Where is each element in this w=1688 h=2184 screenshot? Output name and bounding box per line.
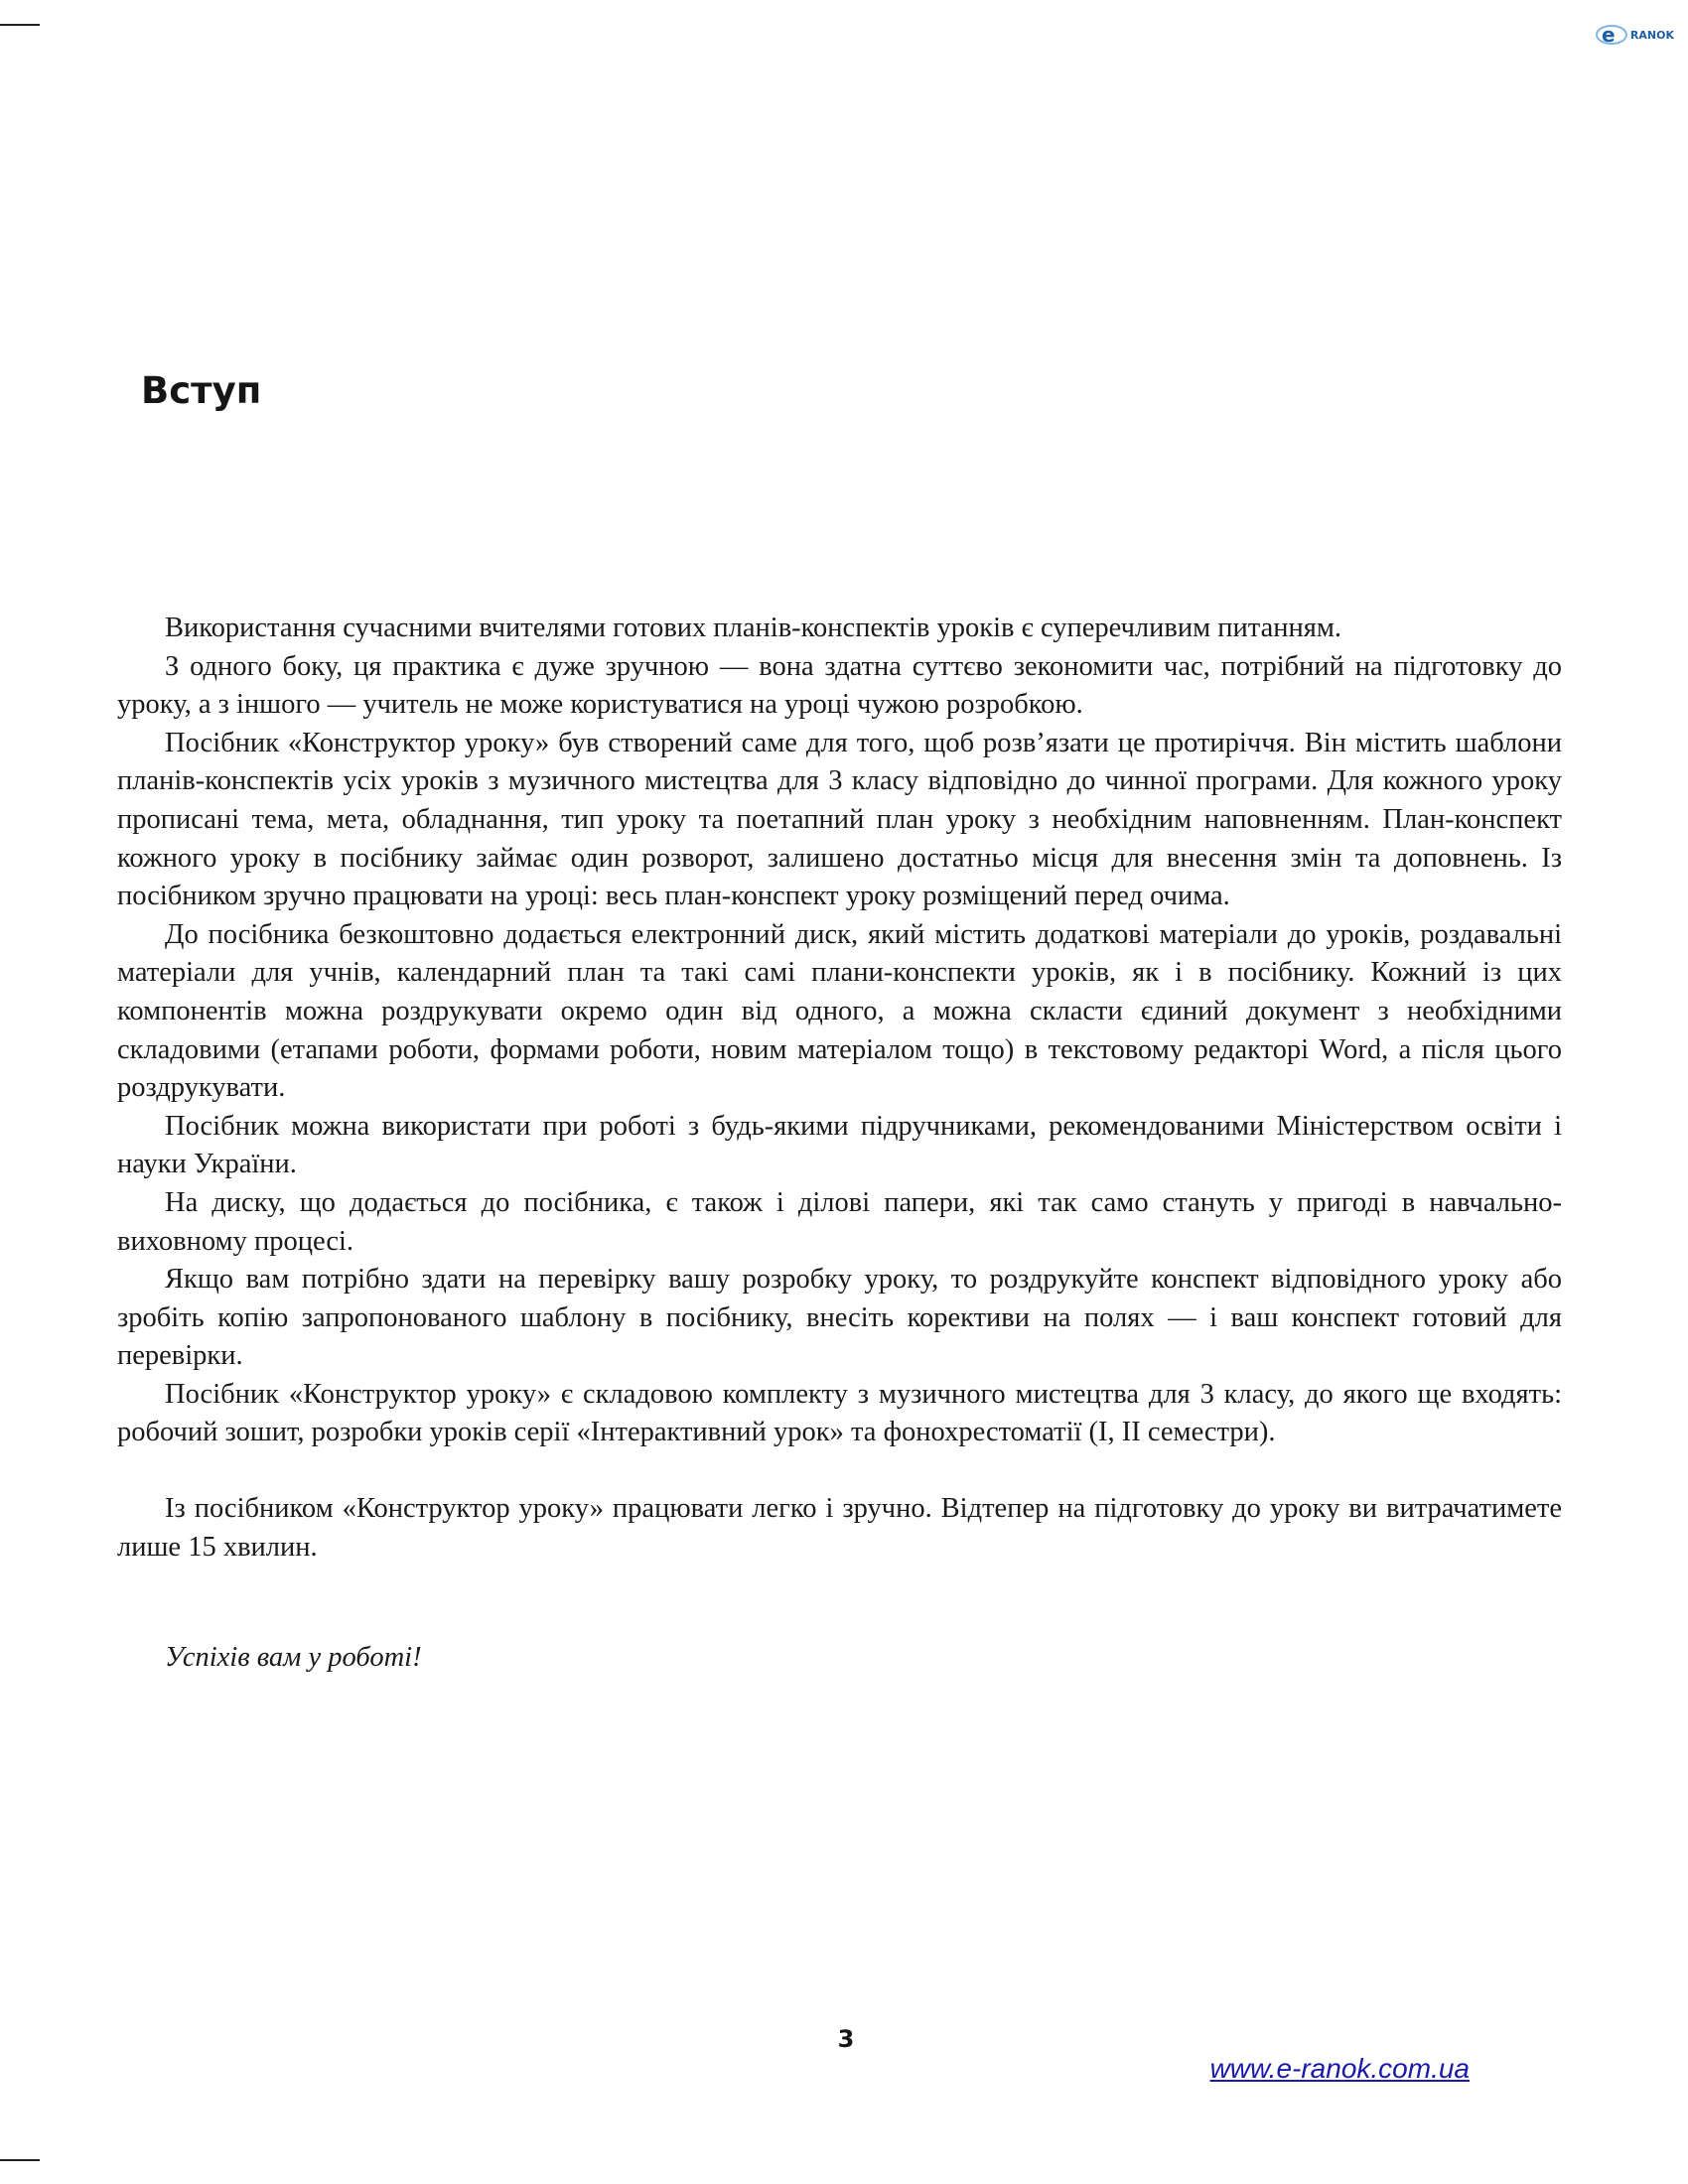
closing-wish: Успіхів вам у роботі! (165, 1642, 422, 1673)
crop-mark-bottom (0, 2159, 40, 2161)
page-number: 3 (837, 2025, 855, 2053)
paragraph: Посібник «Конструктор уроку» був створений саме для того, щоб розв’язати це протиріччя. Він містить шаблони планів-конспектів усіх уроків з музичного мистецтва для 3 класу відповідно до чинної програми. Для кожного уроку прописані тема, мета, обладнання, тип уроку та поетапний план уроку з необхідним наповненням. План-конспект кожного уроку в посібнику займає один розворот, залишено достатньо місця для внесення змін та доповнень. Із посібником зручно працювати на уроці: весь план-конспект уроку розміщений перед очима. (117, 727, 1562, 912)
paragraph: Посібник можна використати при роботі з будь-якими підручниками, рекомендованими Міністерством освіти і науки України. (117, 1110, 1562, 1180)
paragraph: Якщо вам потрібно здати на перевірку вашу розробку уроку, то роздрукуйте конспект відповідного уроку або зробіть копію запропонованого шаблону в посібнику, внесіть корективи на полях — і ваш конспект готовий для перевірки. (117, 1264, 1562, 1372)
svg-text:e: e (1601, 23, 1616, 47)
paragraph: На диску, що додається до посібника, є також і ділові папери, які так само стануть у пригоді в навчально-виховному процесі. (117, 1186, 1562, 1257)
paragraph: Посібник «Конструктор уроку» є складовою комплекту з музичного мистецтва для 3 класу, до якого ще входять: робочий зошит, розробки уроків серії «Інтерактивний урок» та фонохрестоматії (І, ІІ семестри). (117, 1378, 1562, 1448)
paragraph: Використання сучасними вчителями готових планів-конспектів уроків є суперечливим питанням. (165, 613, 1341, 643)
publisher-logo (1595, 22, 1674, 48)
page-title: Вступ (141, 369, 262, 412)
paragraph: До посібника безкоштовно додається електронний диск, який містить додаткові матеріали до уроків, роздавальні матеріали для учнів, календарний план та такі самі плани-конспекти уроків, як і в посібнику. Кожний із цих компонентів можна роздрукувати окремо один від одного, а можна скласти єдиний документ з необхідними складовими (етапами роботи, формами роботи, новим матеріалом тощо) в текстовому редакторі Word, а після цього роздрукувати. (117, 918, 1562, 1104)
logo-text: RANOK (1629, 28, 1674, 42)
final-paragraph: Із посібником «Конструктор уроку» працювати легко і зручно. Відтепер на підготовку до уроку ви витрачатимете лише 15 хвилин. (117, 1493, 1562, 1563)
paragraph: З одного боку, ця практика є дуже зручною — вона здатна суттєво зекономити час, потрібний на підготовку до уроку, а з іншого — учитель не може користуватися на уроці чужою розробкою. (117, 650, 1562, 721)
body-text (117, 610, 1562, 1567)
crop-mark-top (0, 24, 40, 26)
website-link[interactable]: www.e-ranok.com.ua (1209, 2053, 1470, 2084)
e-ranok-logo-icon (1595, 22, 1628, 48)
